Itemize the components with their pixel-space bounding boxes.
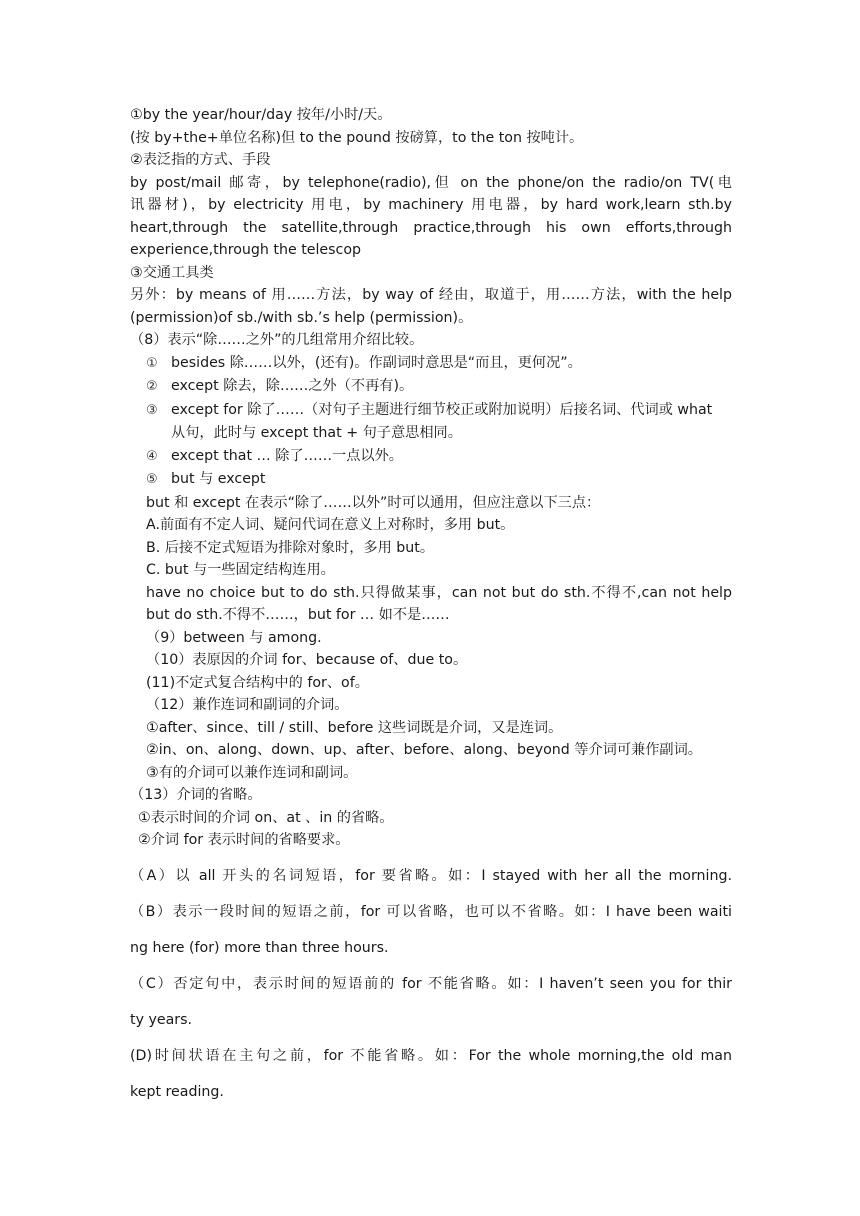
list-item	[130, 375, 732, 399]
text-line: by post/mail 邮寄，by telephone(radio),但 on the phone/on the radio/on TV(电	[130, 174, 732, 191]
item-text: except that … 除了……一点以外。	[171, 447, 403, 464]
text-line: 讯器材)，by electricity 用电，by machinery 用电器，by hard work,learn sth.by	[130, 197, 732, 213]
example-line: （A）以 all 开头的名词短语，for 要省略。如：I stayed with her all the morning.	[130, 867, 732, 884]
section-heading: （10）表原因的介词 for、because of、due to。	[146, 652, 468, 668]
text-line: ③有的介词可以兼作连词和副词。	[146, 764, 358, 781]
example-line: （C）否定句中，表示时间的短语前的 for 不能省略。如：I haven’t seen you for thir	[130, 975, 732, 992]
text-line: but do sth.不得不……，but for … 如不是……	[146, 607, 450, 623]
item-number: ②	[146, 379, 158, 394]
text-line: ②介词 for 表示时间的省略要求。	[138, 832, 350, 848]
section-heading: （12）兼作连词和副词的介词。	[146, 697, 349, 713]
section-heading: （13）介词的省略。	[130, 787, 262, 803]
section-heading: ②表泛指的方式、手段	[130, 152, 271, 168]
list-item	[130, 352, 732, 376]
text-line: B. 后接不定式短语为排除对象时，多用 but。	[146, 539, 435, 556]
text-line: (按 by+the+单位名称)但 to the pound 按磅算，to the ton 按吨计。	[130, 129, 584, 146]
example-line: ty years.	[130, 1011, 193, 1028]
section-heading: (11)不定式复合结构中的 for、of。	[146, 674, 369, 691]
item-number: ⑤	[146, 472, 158, 487]
text-line: experience,through the telescop	[130, 242, 362, 258]
item-text: but 与 except	[171, 471, 266, 487]
text-line: ②in、on、along、down、up、after、before、along、beyond 等介词可兼作副词。	[146, 742, 702, 758]
item-number: ③	[146, 402, 158, 418]
section-heading: ③交通工具类	[130, 264, 214, 281]
list-item	[130, 445, 732, 469]
text-line: A.前面有不定人词、疑问代词在意义上对称时，多用 but。	[146, 517, 515, 533]
text-line: have no choice but to do sth.只得做某事，can not but do sth.不得不,can not help	[146, 584, 732, 601]
example-line: （B）表示一段时间的短语之前，for 可以省略，也可以不省略。如：I have been waiti	[130, 903, 732, 920]
item-text: besides 除……以外，(还有)。作副词时意思是“而且，更何况”。	[171, 354, 582, 371]
example-line: kept reading.	[130, 1083, 224, 1100]
text-line: 另外：by means of 用……方法，by way of 经由，取道于，用……方法，with the help	[130, 287, 732, 303]
text-line: but 和 except 在表示“除了……以外”时可以通用，但应注意以下三点：	[146, 494, 601, 511]
item-text: except 除去，除……之外（不再有)。	[171, 378, 414, 394]
text-line: heart,through the satellite,through practice,through his own efforts,through	[130, 219, 732, 236]
text-line: (permission)of sb./with sb.’s help (permission)。	[130, 309, 473, 326]
item-number: ④	[146, 448, 158, 464]
example-line: ng here (for) more than three hours.	[130, 939, 389, 956]
section-heading: （9）between 与 among.	[146, 629, 322, 646]
list-item-continuation: 从句，此时与 except that + 句子意思相同。	[171, 425, 462, 441]
example-line: (D)时间状语在主句之前，for 不能省略。如：For the whole morning,the old man	[130, 1047, 732, 1064]
section-heading: （8）表示“除……之外”的几组常用介绍比较。	[130, 332, 424, 348]
text-line: C. but 与一些固定结构连用。	[146, 562, 335, 578]
list-item	[130, 468, 732, 492]
item-text: except for 除了……（对句子主题进行细节校正或附加说明）后接名词、代词或 what	[171, 401, 713, 418]
document-page	[130, 104, 732, 1110]
text-line: ①by the year/hour/day 按年/小时/天。	[130, 107, 392, 123]
text-line: ①表示时间的介词 on、at 、in 的省略。	[138, 809, 394, 826]
text-line: ①after、since、till / still、before 这些词既是介词，又是连词。	[146, 719, 563, 736]
list-item	[130, 399, 732, 423]
item-number: ①	[146, 355, 158, 371]
